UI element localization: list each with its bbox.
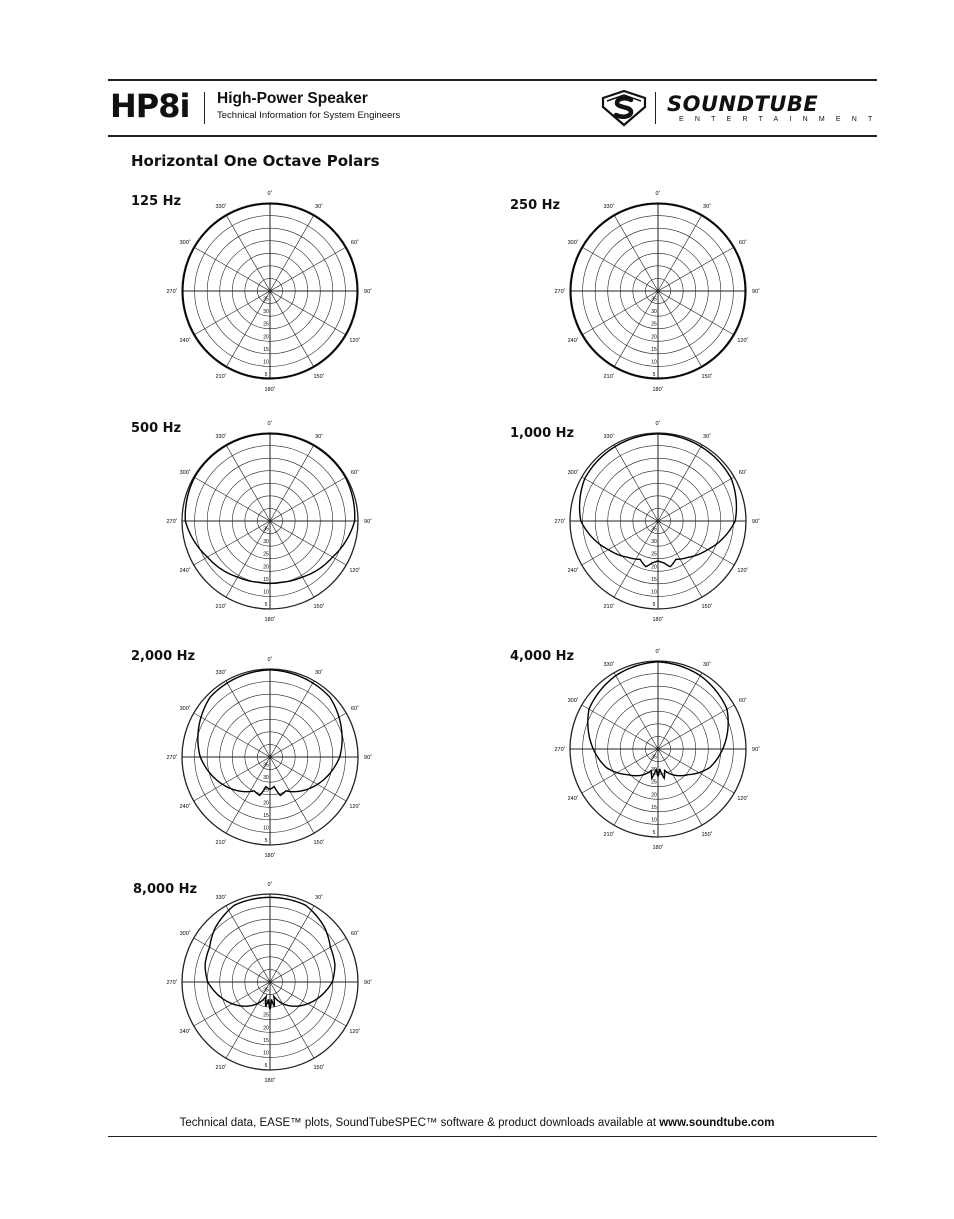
angle-label: 90˚ [752, 289, 760, 295]
angle-label: 90˚ [752, 747, 760, 753]
angle-label: 120˚ [737, 796, 749, 802]
angle-label: 60˚ [738, 470, 747, 476]
angle-label: 120˚ [737, 338, 749, 344]
angle-label: 300˚ [179, 706, 191, 712]
radius-label: 10 [263, 825, 269, 832]
radius-label: 20 [651, 792, 657, 799]
angle-label: 210˚ [215, 839, 227, 846]
angle-label: 180˚ [652, 387, 664, 393]
radius-label: 30 [263, 775, 269, 782]
chart-title-125hz: 125 Hz [131, 194, 182, 209]
angle-label: 60˚ [738, 240, 747, 246]
chart-title-4000hz: 4,000 Hz [510, 649, 575, 664]
radius-label: 35 [651, 754, 657, 761]
radius-label: 25 [263, 321, 269, 328]
angle-label: 300˚ [567, 698, 579, 704]
radius-label: 10 [263, 589, 269, 596]
radius-label: 25 [263, 551, 269, 558]
angle-label: 30˚ [703, 204, 711, 211]
brand-tagline: ENTERTAINMENT [679, 116, 884, 123]
radius-label: 30 [263, 309, 269, 316]
radius-label: 5 [652, 372, 656, 378]
radius-label: 5 [264, 372, 268, 378]
angle-label: 120˚ [349, 338, 361, 344]
angle-label: 210˚ [215, 603, 227, 610]
chart-title-2000hz: 2,000 Hz [131, 649, 196, 664]
angle-label: 330˚ [215, 204, 227, 211]
polar-chart-500hz [162, 413, 378, 629]
angle-label: 240˚ [179, 338, 191, 344]
soundtube-logo-icon [600, 88, 648, 128]
angle-label: 210˚ [215, 1064, 227, 1071]
angle-label: 240˚ [567, 796, 579, 802]
polar-grid [179, 669, 361, 845]
radius-label: 30 [263, 539, 269, 546]
radius-label: 5 [264, 602, 268, 608]
angle-label: 330˚ [215, 670, 227, 677]
angle-label: 210˚ [603, 603, 615, 610]
angle-label: 120˚ [737, 568, 749, 574]
radius-label: 30 [263, 1000, 269, 1007]
angle-label: 0˚ [267, 882, 273, 888]
angle-label: 90˚ [364, 980, 372, 986]
chart-title-8000hz: 8,000 Hz [133, 882, 198, 897]
radius-label: 10 [651, 359, 657, 366]
angle-label: 300˚ [567, 470, 579, 476]
footer-text: Technical data, EASE™ plots, SoundTubeSPEC™ software & product downloads available at [179, 1117, 657, 1129]
radius-label: 25 [651, 779, 657, 786]
product-title: High-Power Speaker [217, 90, 368, 107]
angle-label: 30˚ [315, 434, 323, 441]
radius-label: 5 [652, 830, 656, 836]
radius-label: 30 [651, 539, 657, 546]
angle-label: 270˚ [166, 519, 178, 525]
angle-label: 210˚ [603, 831, 615, 838]
angle-label: 240˚ [567, 338, 579, 344]
angle-label: 180˚ [652, 845, 664, 851]
radius-label: 15 [263, 812, 269, 819]
angle-label: 210˚ [215, 373, 227, 380]
angle-label: 180˚ [264, 387, 276, 393]
angle-label: 180˚ [264, 1078, 276, 1084]
angle-label: 150˚ [313, 373, 325, 380]
footer-link[interactable]: www.soundtube.com [659, 1117, 775, 1129]
polar-chart-1000hz [550, 413, 766, 629]
polar-grid [567, 433, 749, 609]
radius-label: 10 [263, 1050, 269, 1057]
radius-label: 20 [651, 564, 657, 571]
section-title: Horizontal One Octave Polars [131, 152, 380, 170]
polar-chart-8000hz [162, 874, 378, 1090]
footer-rule [108, 1136, 877, 1137]
model-name: HP8i [110, 87, 190, 125]
angle-label: 30˚ [315, 204, 323, 211]
angle-label: 150˚ [701, 603, 713, 610]
angle-label: 270˚ [166, 980, 178, 986]
angle-label: 150˚ [313, 1064, 325, 1071]
angle-label: 60˚ [738, 698, 747, 704]
radius-label: 15 [651, 804, 657, 811]
angle-label: 270˚ [166, 755, 178, 761]
angle-label: 0˚ [655, 421, 661, 427]
angle-label: 180˚ [264, 617, 276, 623]
radius-label: 25 [651, 321, 657, 328]
radius-label: 35 [651, 296, 657, 303]
angle-label: 330˚ [215, 895, 227, 902]
angle-label: 240˚ [179, 568, 191, 574]
polar-chart-2000hz [162, 649, 378, 865]
angle-label: 0˚ [655, 649, 661, 655]
angle-label: 120˚ [349, 1029, 361, 1035]
angle-label: 30˚ [315, 670, 323, 677]
angle-label: 0˚ [267, 657, 273, 663]
angle-label: 300˚ [179, 470, 191, 476]
radius-label: 30 [651, 767, 657, 774]
angle-label: 60˚ [350, 706, 359, 712]
angle-label: 60˚ [350, 470, 359, 476]
angle-label: 180˚ [264, 853, 276, 859]
header-bottom-rule [108, 135, 877, 137]
angle-label: 270˚ [554, 519, 566, 525]
chart-title-250hz: 250 Hz [510, 198, 561, 213]
angle-label: 150˚ [701, 831, 713, 838]
chart-title-1000hz: 1,000 Hz [510, 426, 575, 441]
radius-label: 15 [263, 1037, 269, 1044]
radius-label: 20 [263, 1025, 269, 1032]
radius-label: 5 [264, 838, 268, 844]
radius-label: 15 [263, 346, 269, 353]
angle-label: 240˚ [179, 804, 191, 810]
angle-label: 330˚ [215, 434, 227, 441]
radius-label: 20 [263, 800, 269, 807]
angle-label: 330˚ [603, 662, 615, 669]
radius-label: 35 [651, 526, 657, 533]
angle-label: 0˚ [267, 421, 273, 427]
polar-grid [567, 661, 749, 837]
brand-name: SOUNDTUBE [667, 92, 819, 116]
radius-label: 5 [652, 602, 656, 608]
angle-label: 300˚ [179, 931, 191, 937]
angle-label: 90˚ [364, 289, 372, 295]
header-top-rule [108, 79, 877, 81]
angle-label: 150˚ [313, 839, 325, 846]
radius-label: 5 [264, 1063, 268, 1069]
product-subtitle: Technical Information for System Engineers [217, 110, 401, 121]
chart-title-500hz: 500 Hz [131, 421, 182, 436]
radius-label: 35 [263, 762, 269, 769]
radius-label: 15 [651, 576, 657, 583]
angle-label: 30˚ [315, 895, 323, 902]
angle-label: 330˚ [603, 434, 615, 441]
angle-label: 300˚ [179, 240, 191, 246]
radius-label: 30 [651, 309, 657, 316]
radius-label: 15 [263, 576, 269, 583]
angle-label: 300˚ [567, 240, 579, 246]
angle-label: 30˚ [703, 662, 711, 669]
radius-label: 10 [651, 817, 657, 824]
angle-label: 270˚ [166, 289, 178, 295]
angle-label: 0˚ [267, 191, 273, 197]
angle-label: 330˚ [603, 204, 615, 211]
angle-label: 150˚ [701, 373, 713, 380]
angle-label: 240˚ [567, 568, 579, 574]
header-divider [204, 92, 205, 124]
radius-label: 35 [263, 296, 269, 303]
angle-label: 0˚ [655, 191, 661, 197]
footer-note [0, 1117, 954, 1129]
angle-label: 120˚ [349, 804, 361, 810]
angle-label: 60˚ [350, 931, 359, 937]
angle-label: 120˚ [349, 568, 361, 574]
angle-label: 210˚ [603, 373, 615, 380]
angle-label: 30˚ [703, 434, 711, 441]
angle-label: 60˚ [350, 240, 359, 246]
radius-label: 10 [651, 589, 657, 596]
angle-label: 90˚ [752, 519, 760, 525]
radius-label: 35 [263, 987, 269, 994]
polar-chart-4000hz [550, 641, 766, 857]
radius-label: 20 [263, 564, 269, 571]
radius-label: 20 [263, 334, 269, 341]
angle-label: 180˚ [652, 617, 664, 623]
radius-label: 15 [651, 346, 657, 353]
angle-label: 240˚ [179, 1029, 191, 1035]
radius-label: 10 [263, 359, 269, 366]
radius-label: 25 [263, 1012, 269, 1019]
radius-label: 35 [263, 526, 269, 533]
angle-label: 90˚ [364, 519, 372, 525]
brand-divider [655, 92, 656, 124]
radius-label: 20 [651, 334, 657, 341]
radius-label: 25 [263, 787, 269, 794]
polar-chart-250hz [550, 183, 766, 399]
angle-label: 90˚ [364, 755, 372, 761]
angle-label: 150˚ [313, 603, 325, 610]
angle-label: 270˚ [554, 747, 566, 753]
polar-chart-125hz [162, 183, 378, 399]
radius-label: 25 [651, 551, 657, 558]
angle-label: 270˚ [554, 289, 566, 295]
